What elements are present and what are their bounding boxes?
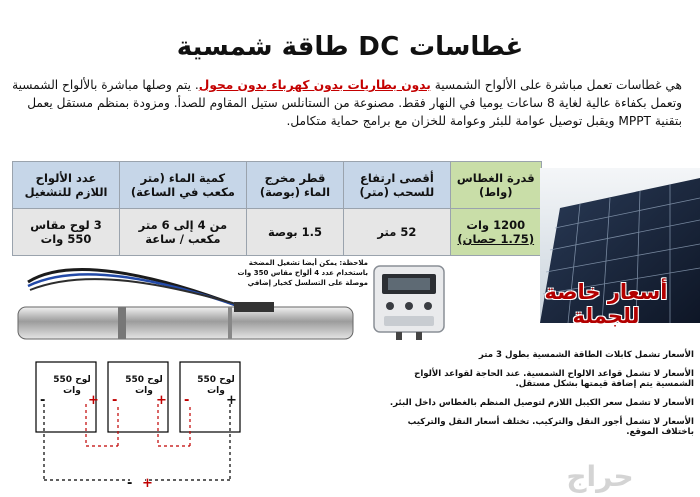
note-text-1: ملاحظة: يمكن أيضا تشغيل المضخة باستخدام عدد 4 ألواح مقاس: [248, 259, 368, 277]
header-power: قدرة الغطاس (واط): [450, 162, 541, 209]
panel-2-unit: وات: [135, 386, 153, 396]
header-panels: عدد الألواح اللازم للتشغيل: [13, 162, 120, 209]
output-minus-sign: -: [127, 476, 133, 491]
panel-2-title: 550 لوح: [125, 375, 163, 385]
wiring-diagram: [30, 352, 250, 492]
minus-sign-3: -: [184, 393, 190, 408]
terms-item-1: الأسعار تشمل كابلات الطاقة الشمسية بطول 3 متر: [478, 350, 694, 360]
pump-note: [228, 258, 368, 288]
header-outlet: قطر مخرج الماء (بوصة): [246, 162, 344, 209]
intro-part2: . يتم وصلها مباشرة بالألواح الشمسية وتعمل بكفاءة عالية لغاية 8 ساعات يوميا في النهار فقط. مصنوعة من الستانلس ستيل المقاوم للصدأ. ومزودة بمنظم مستقل يعمل بتقنية MPPT ويقبل توصيل عوامة للبئر وعوامة للخزان مع برامج حماية متكامل.: [12, 78, 682, 128]
plus-sign-1: +: [88, 393, 99, 408]
cell-flow: من 4 إلى 6 متر مكعب / ساعة: [120, 209, 247, 256]
table-row: [13, 209, 542, 256]
minus-sign-2: -: [112, 393, 118, 408]
plus-sign-3: +: [226, 393, 237, 408]
cell-height: 52 متر: [344, 209, 450, 256]
plus-sign-2: +: [156, 393, 167, 408]
terms-list: [378, 350, 694, 446]
header-height: أقصى ارتفاع للسحب (متر): [344, 162, 450, 209]
terms-item-4: الأسعار لا تشمل أجور النقل والتركيب. تختلف أسعار النقل والتركيب باختلاف الموقع.: [407, 417, 694, 437]
haraj-watermark: حراج: [566, 460, 634, 493]
page-title: غطاسات DC طاقة شمسية: [176, 32, 524, 62]
cell-panels: 3 لوح مقاس 550 وات: [13, 209, 120, 256]
terms-item-3: الأسعار لا تشمل سعر الكيبل اللازم لتوصيل المنظم بالغطاس داخل البئر.: [389, 398, 694, 408]
wholesale-promo: أسعار خاصة للجملة: [544, 280, 668, 328]
power-value: 1200 وات: [466, 218, 526, 232]
cell-outlet: 1.5 بوصة: [246, 209, 344, 256]
controller-image: [366, 262, 452, 340]
header-flow: كمية الماء (متر مكعب في الساعة): [120, 162, 247, 209]
output-plus-sign: +: [142, 476, 153, 491]
minus-sign-1: -: [40, 393, 46, 408]
intro-paragraph: [12, 76, 682, 130]
terms-item-2: الأسعار لا تشمل قواعد الالواح الشمسية. عند الحاجة لقواعد الألواح الشمسية يتم إضافة قيمتها بشكل مستقل.: [414, 369, 694, 389]
note-text-2: 350 وات موصلة على التسلسل كخيار إضافي: [237, 269, 368, 287]
panel-1-unit: وات: [63, 386, 81, 396]
power-hp-value: (1.75 حصان): [457, 232, 535, 246]
intro-highlight: بدون بطاريات بدون كهرباء بدون محول: [198, 78, 431, 92]
table-header-row: [13, 162, 542, 209]
panel-1-title: 550 لوح: [53, 375, 91, 385]
spec-table: [12, 161, 542, 256]
panel-3-unit: وات: [207, 386, 225, 396]
panel-3-title: 550 لوح: [197, 375, 235, 385]
intro-part1: هي غطاسات تعمل مباشرة على الألواح الشمسية: [430, 78, 682, 92]
cell-power: [450, 209, 541, 256]
